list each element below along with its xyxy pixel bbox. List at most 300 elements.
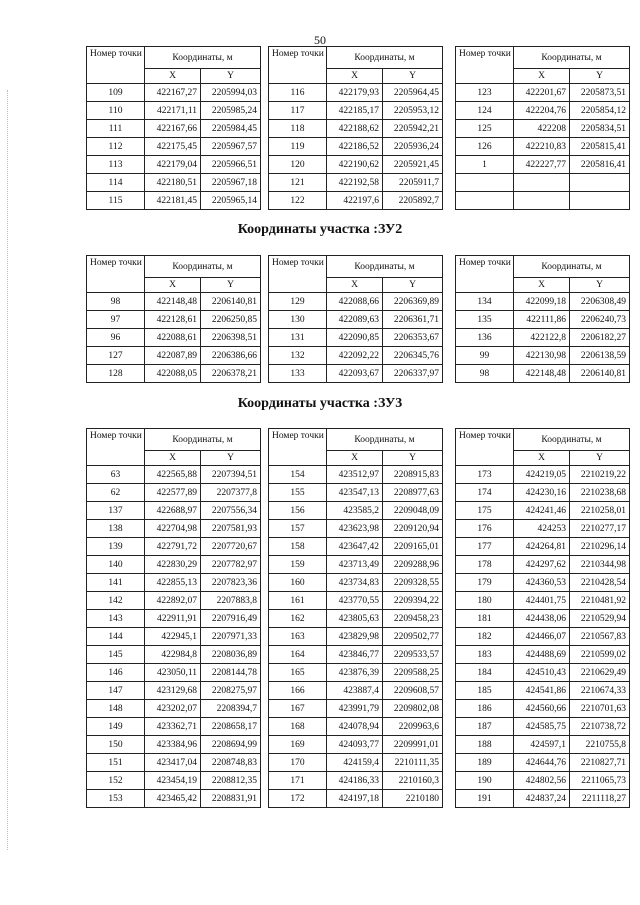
y-coordinate: 2206353,67: [383, 329, 443, 347]
y-coordinate: 2209165,01: [383, 538, 443, 556]
x-coordinate: 424510,43: [514, 664, 570, 682]
point-number: 110: [87, 102, 145, 120]
y-coordinate: 2205815,41: [570, 138, 630, 156]
table-row: [87, 610, 261, 628]
x-coordinate: 423454,19: [145, 772, 201, 790]
table-row: [456, 538, 630, 556]
y-coordinate: 2210529,94: [570, 610, 630, 628]
point-number: [456, 192, 514, 210]
y-coordinate: 2208915,83: [383, 466, 443, 484]
x-coordinate: 422099,18: [514, 293, 570, 311]
y-coordinate: 2205873,51: [570, 84, 630, 102]
point-number: 128: [87, 365, 145, 383]
table-row: [269, 790, 443, 808]
x-coordinate: 423585,2: [327, 502, 383, 520]
point-number: 170: [269, 754, 327, 772]
x-coordinate: 422911,91: [145, 610, 201, 628]
x-coordinate: 423647,42: [327, 538, 383, 556]
y-coordinate: 2208812,35: [201, 772, 261, 790]
header-x: X: [327, 278, 383, 293]
table-row: [456, 574, 630, 592]
point-number: 173: [456, 466, 514, 484]
x-coordinate: 422577,89: [145, 484, 201, 502]
point-number: 63: [87, 466, 145, 484]
y-coordinate: 2208144,78: [201, 664, 261, 682]
header-coordinates: Координаты, м: [514, 47, 630, 69]
x-coordinate: 422704,98: [145, 520, 201, 538]
y-coordinate: 2206337,97: [383, 365, 443, 383]
table-row: [269, 592, 443, 610]
table-row: [456, 718, 630, 736]
x-coordinate: 422190,62: [327, 156, 383, 174]
point-number: 111: [87, 120, 145, 138]
coordinates-table: [268, 255, 443, 383]
table-row: [269, 174, 443, 192]
point-number: 109: [87, 84, 145, 102]
table-row: [269, 84, 443, 102]
table-row: [456, 754, 630, 772]
header-coordinates: Координаты, м: [327, 429, 443, 451]
point-number: 160: [269, 574, 327, 592]
table-row: [87, 466, 261, 484]
point-number: 182: [456, 628, 514, 646]
point-number: 119: [269, 138, 327, 156]
point-number: 188: [456, 736, 514, 754]
x-coordinate: 422945,1: [145, 628, 201, 646]
y-coordinate: 2209328,55: [383, 574, 443, 592]
y-coordinate: 2208275,97: [201, 682, 261, 700]
x-coordinate: 424585,75: [514, 718, 570, 736]
point-number: 145: [87, 646, 145, 664]
x-coordinate: 423417,04: [145, 754, 201, 772]
table-row: [456, 682, 630, 700]
y-coordinate: 2210180: [383, 790, 443, 808]
x-coordinate: 423829,98: [327, 628, 383, 646]
table-row: [456, 592, 630, 610]
y-coordinate: 2211118,27: [570, 790, 630, 808]
table-row: [269, 754, 443, 772]
x-coordinate: 422197,6: [327, 192, 383, 210]
section-title-zu2: Координаты участка :ЗУ2: [237, 222, 403, 237]
y-coordinate: [570, 174, 630, 192]
x-coordinate: 422565,88: [145, 466, 201, 484]
x-coordinate: 422175,45: [145, 138, 201, 156]
header-x: X: [514, 278, 570, 293]
table-row: [456, 120, 630, 138]
y-coordinate: 2210428,54: [570, 574, 630, 592]
table-row: [87, 628, 261, 646]
x-coordinate: 422093,67: [327, 365, 383, 383]
point-number: 158: [269, 538, 327, 556]
point-number: 132: [269, 347, 327, 365]
y-coordinate: 2205911,7: [383, 174, 443, 192]
y-coordinate: 2210738,72: [570, 718, 630, 736]
x-coordinate: 423512,97: [327, 466, 383, 484]
point-number: 183: [456, 646, 514, 664]
x-coordinate: 424644,76: [514, 754, 570, 772]
point-number: 96: [87, 329, 145, 347]
header-y: Y: [383, 69, 443, 84]
point-number: [456, 174, 514, 192]
table-row: [456, 736, 630, 754]
header-coordinates: Координаты, м: [145, 47, 261, 69]
y-coordinate: 2207394,51: [201, 466, 261, 484]
header-y: Y: [201, 451, 261, 466]
point-number: 130: [269, 311, 327, 329]
y-coordinate: 2207823,36: [201, 574, 261, 592]
x-coordinate: 423129,68: [145, 682, 201, 700]
y-coordinate: 2207782,97: [201, 556, 261, 574]
x-coordinate: 422185,17: [327, 102, 383, 120]
point-number: 149: [87, 718, 145, 736]
point-number: 120: [269, 156, 327, 174]
y-coordinate: 2208658,17: [201, 718, 261, 736]
x-coordinate: 423547,13: [327, 484, 383, 502]
point-number: 131: [269, 329, 327, 347]
table-row: [87, 138, 261, 156]
point-number: 112: [87, 138, 145, 156]
table-row: [87, 754, 261, 772]
point-number: 138: [87, 520, 145, 538]
header-point: Номер точки: [87, 429, 145, 466]
y-coordinate: 2206378,21: [201, 365, 261, 383]
header-x: X: [145, 69, 201, 84]
table-row: [87, 538, 261, 556]
y-coordinate: 2207377,8: [201, 484, 261, 502]
x-coordinate: 424159,4: [327, 754, 383, 772]
table-row: [87, 156, 261, 174]
table-row: [87, 556, 261, 574]
header-y: Y: [201, 278, 261, 293]
x-coordinate: 422186,52: [327, 138, 383, 156]
x-coordinate: [514, 174, 570, 192]
x-coordinate: 422130,98: [514, 347, 570, 365]
x-coordinate: 424230,16: [514, 484, 570, 502]
x-coordinate: 424186,33: [327, 772, 383, 790]
scan-edge-line: [7, 90, 9, 850]
table-row: [456, 790, 630, 808]
y-coordinate: 2208394,7: [201, 700, 261, 718]
table-row: [456, 556, 630, 574]
x-coordinate: 424837,24: [514, 790, 570, 808]
y-coordinate: 2205985,24: [201, 102, 261, 120]
table-row: [87, 347, 261, 365]
table-row: [456, 520, 630, 538]
y-coordinate: 2206308,49: [570, 293, 630, 311]
point-number: 113: [87, 156, 145, 174]
x-coordinate: 424541,86: [514, 682, 570, 700]
point-number: 172: [269, 790, 327, 808]
point-number: 176: [456, 520, 514, 538]
y-coordinate: 2205834,51: [570, 120, 630, 138]
header-point: Номер точки: [269, 429, 327, 466]
table-row: [269, 556, 443, 574]
table-row: [456, 192, 630, 210]
x-coordinate: 424597,1: [514, 736, 570, 754]
y-coordinate: 2206361,71: [383, 311, 443, 329]
table-row: [87, 646, 261, 664]
x-coordinate: 422179,04: [145, 156, 201, 174]
x-coordinate: 422088,05: [145, 365, 201, 383]
point-number: 168: [269, 718, 327, 736]
point-number: 133: [269, 365, 327, 383]
x-coordinate: 424093,77: [327, 736, 383, 754]
point-number: 181: [456, 610, 514, 628]
y-coordinate: 2209502,77: [383, 628, 443, 646]
point-number: 166: [269, 682, 327, 700]
table-row: [87, 718, 261, 736]
point-number: 140: [87, 556, 145, 574]
y-coordinate: 2205892,7: [383, 192, 443, 210]
point-number: 190: [456, 772, 514, 790]
y-coordinate: 2209588,25: [383, 664, 443, 682]
y-coordinate: 2206250,85: [201, 311, 261, 329]
table-row: [456, 466, 630, 484]
y-coordinate: 2209288,96: [383, 556, 443, 574]
table-row: [269, 574, 443, 592]
point-number: 164: [269, 646, 327, 664]
y-coordinate: 2205942,21: [383, 120, 443, 138]
y-coordinate: 2208748,83: [201, 754, 261, 772]
x-coordinate: 424466,07: [514, 628, 570, 646]
point-number: 171: [269, 772, 327, 790]
header-coordinates: Координаты, м: [514, 429, 630, 451]
x-coordinate: 422892,07: [145, 592, 201, 610]
x-coordinate: 424401,75: [514, 592, 570, 610]
x-coordinate: 422179,93: [327, 84, 383, 102]
table-row: [456, 311, 630, 329]
point-number: 129: [269, 293, 327, 311]
table-row: [87, 700, 261, 718]
point-number: 136: [456, 329, 514, 347]
y-coordinate: 2208977,63: [383, 484, 443, 502]
table-row: [269, 682, 443, 700]
x-coordinate: 423362,71: [145, 718, 201, 736]
point-number: 150: [87, 736, 145, 754]
point-number: 141: [87, 574, 145, 592]
x-coordinate: 422167,66: [145, 120, 201, 138]
x-coordinate: 422122,8: [514, 329, 570, 347]
point-number: 169: [269, 736, 327, 754]
x-coordinate: 422087,89: [145, 347, 201, 365]
header-point: Номер точки: [456, 256, 514, 293]
point-number: 152: [87, 772, 145, 790]
y-coordinate: 2210755,8: [570, 736, 630, 754]
table-row: [87, 102, 261, 120]
header-point: Номер точки: [456, 429, 514, 466]
point-number: 114: [87, 174, 145, 192]
table-row: [87, 84, 261, 102]
y-coordinate: 2205965,14: [201, 192, 261, 210]
x-coordinate: 424253: [514, 520, 570, 538]
x-coordinate: 422180,51: [145, 174, 201, 192]
y-coordinate: 2205984,45: [201, 120, 261, 138]
section-title-zu3: Координаты участка :ЗУ3: [237, 396, 403, 411]
y-coordinate: 2205953,12: [383, 102, 443, 120]
y-coordinate: 2209120,94: [383, 520, 443, 538]
point-number: 121: [269, 174, 327, 192]
table-row: [456, 329, 630, 347]
point-number: 124: [456, 102, 514, 120]
header-y: Y: [570, 278, 630, 293]
x-coordinate: 423876,39: [327, 664, 383, 682]
page-number: 50: [314, 33, 326, 47]
x-coordinate: 422167,27: [145, 84, 201, 102]
x-coordinate: 423734,83: [327, 574, 383, 592]
table-row: [87, 682, 261, 700]
table-row: [269, 365, 443, 383]
x-coordinate: 422830,29: [145, 556, 201, 574]
coordinates-table: [268, 46, 443, 210]
x-coordinate: 424560,66: [514, 700, 570, 718]
x-coordinate: 423623,98: [327, 520, 383, 538]
table-row: [87, 293, 261, 311]
x-coordinate: 423465,42: [145, 790, 201, 808]
x-coordinate: 422111,86: [514, 311, 570, 329]
y-coordinate: 2206140,81: [201, 293, 261, 311]
y-coordinate: 2210258,01: [570, 502, 630, 520]
header-y: Y: [383, 278, 443, 293]
y-coordinate: 2210344,98: [570, 556, 630, 574]
point-number: 180: [456, 592, 514, 610]
coordinates-table: [268, 428, 443, 808]
y-coordinate: 2205816,41: [570, 156, 630, 174]
x-coordinate: 423713,49: [327, 556, 383, 574]
x-coordinate: 422210,83: [514, 138, 570, 156]
point-number: 154: [269, 466, 327, 484]
header-point: Номер точки: [87, 256, 145, 293]
x-coordinate: 422192,58: [327, 174, 383, 192]
table-row: [456, 347, 630, 365]
header-point: Номер точки: [456, 47, 514, 84]
point-number: 117: [269, 102, 327, 120]
table-row: [456, 484, 630, 502]
table-row: [269, 192, 443, 210]
table-row: [269, 628, 443, 646]
x-coordinate: 422204,76: [514, 102, 570, 120]
x-coordinate: 424241,46: [514, 502, 570, 520]
y-coordinate: 2208831,91: [201, 790, 261, 808]
y-coordinate: 2206386,66: [201, 347, 261, 365]
table-row: [456, 84, 630, 102]
y-coordinate: 2206240,73: [570, 311, 630, 329]
header-y: Y: [570, 451, 630, 466]
point-number: 126: [456, 138, 514, 156]
point-number: 177: [456, 538, 514, 556]
x-coordinate: 424078,94: [327, 718, 383, 736]
x-coordinate: 423384,96: [145, 736, 201, 754]
y-coordinate: 2210111,35: [383, 754, 443, 772]
x-coordinate: 422088,61: [145, 329, 201, 347]
point-number: 155: [269, 484, 327, 502]
header-x: X: [514, 69, 570, 84]
y-coordinate: 2207971,33: [201, 628, 261, 646]
y-coordinate: 2210567,83: [570, 628, 630, 646]
y-coordinate: 2206369,89: [383, 293, 443, 311]
y-coordinate: [570, 192, 630, 210]
table-row: [269, 156, 443, 174]
x-coordinate: 422090,85: [327, 329, 383, 347]
point-number: 118: [269, 120, 327, 138]
point-number: 148: [87, 700, 145, 718]
table-row: [456, 502, 630, 520]
point-number: 179: [456, 574, 514, 592]
y-coordinate: 2210674,33: [570, 682, 630, 700]
point-number: 156: [269, 502, 327, 520]
point-number: 115: [87, 192, 145, 210]
point-number: 175: [456, 502, 514, 520]
x-coordinate: 423991,79: [327, 700, 383, 718]
point-number: 185: [456, 682, 514, 700]
y-coordinate: 2209963,6: [383, 718, 443, 736]
y-coordinate: 2206182,27: [570, 329, 630, 347]
point-number: 187: [456, 718, 514, 736]
table-row: [87, 790, 261, 808]
header-y: Y: [201, 69, 261, 84]
table-row: [87, 736, 261, 754]
point-number: 157: [269, 520, 327, 538]
y-coordinate: 2207916,49: [201, 610, 261, 628]
point-number: 97: [87, 311, 145, 329]
point-number: 122: [269, 192, 327, 210]
x-coordinate: 423770,55: [327, 592, 383, 610]
table-row: [456, 610, 630, 628]
x-coordinate: 422208: [514, 120, 570, 138]
y-coordinate: 2207581,93: [201, 520, 261, 538]
point-number: 146: [87, 664, 145, 682]
table-row: [87, 592, 261, 610]
x-coordinate: 422148,48: [145, 293, 201, 311]
table-row: [269, 138, 443, 156]
header-y: Y: [383, 451, 443, 466]
point-number: 142: [87, 592, 145, 610]
table-row: [87, 772, 261, 790]
table-row: [269, 520, 443, 538]
y-coordinate: 2210599,02: [570, 646, 630, 664]
table-row: [456, 156, 630, 174]
table-row: [269, 347, 443, 365]
point-number: 162: [269, 610, 327, 628]
header-x: X: [145, 278, 201, 293]
point-number: 99: [456, 347, 514, 365]
table-row: [269, 311, 443, 329]
header-x: X: [145, 451, 201, 466]
point-number: 153: [87, 790, 145, 808]
x-coordinate: 422128,61: [145, 311, 201, 329]
x-coordinate: 424219,05: [514, 466, 570, 484]
table-row: [269, 502, 443, 520]
point-number: 125: [456, 120, 514, 138]
point-number: 98: [87, 293, 145, 311]
coordinates-table: [86, 428, 261, 808]
y-coordinate: 2209048,09: [383, 502, 443, 520]
table-row: [87, 120, 261, 138]
y-coordinate: 2208036,89: [201, 646, 261, 664]
point-number: 186: [456, 700, 514, 718]
point-number: 147: [87, 682, 145, 700]
y-coordinate: 2210219,22: [570, 466, 630, 484]
x-coordinate: 424360,53: [514, 574, 570, 592]
table-row: [87, 192, 261, 210]
x-coordinate: 422171,11: [145, 102, 201, 120]
x-coordinate: 424197,18: [327, 790, 383, 808]
point-number: 178: [456, 556, 514, 574]
x-coordinate: 422984,8: [145, 646, 201, 664]
header-coordinates: Координаты, м: [145, 256, 261, 278]
y-coordinate: 2207720,67: [201, 538, 261, 556]
table-row: [269, 329, 443, 347]
y-coordinate: 2205921,45: [383, 156, 443, 174]
